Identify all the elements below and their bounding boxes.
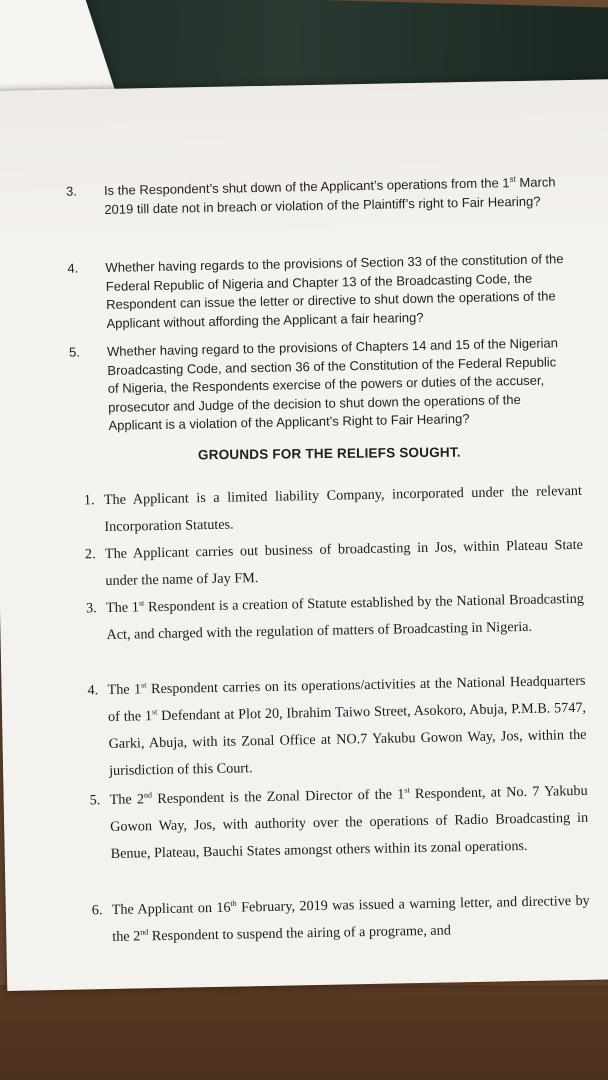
ground-text: The 1st Respondent carries on its operations/activities at the National Headquarters of the 1st Defendant at Plot 20, Ibrahim Taiwo Street, Asokoro, Abuja, P.M.B. 5747, Garki, Abuja, with its Zonal Office at NO.7 Yakubu Gowon Way, Jos, within the jurisdiction of this Court. (107, 672, 587, 779)
ground-number: 3. (85, 600, 97, 617)
ground-number: 2. (84, 546, 96, 563)
question-text: Is the Respondent’s shut down of the Applicant’s operations from the 1st March 2019 till date not in breach or violation of the Plaintiff’s right to Fair Hearing? (103, 174, 556, 217)
question-number: 5. (68, 344, 81, 360)
ground-number: 4. (87, 682, 99, 699)
question-text: Whether having regards to the provisions of Section 33 of the constitution of the Federal Republic of Nigeria and Chapter 13 of the Broadcasting Code, the Respondent can issue the letter or directive to shut down the operations of the Applicant without affording the Applicant a fair hearing? (105, 251, 564, 331)
ground-text: The Applicant is a limited liability Company, incorporated under the relevant Incorporation Statutes. (103, 482, 582, 536)
question-number: 4. (67, 260, 79, 276)
ground-number: 6. (91, 902, 103, 919)
document-page (0, 79, 608, 991)
question-number: 3. (65, 183, 77, 199)
question-text: Whether having regard to the provisions of Chapters 14 and 15 of the Nigerian Broadcasting Code, and section 36 of the Constitution of the Federal Republic of Nigeria, the Respondents exercise of the powers or duties of the accuser, prosecutor and Judge of the decision to shut down the operations of the Applicant is a violation of the Applicant’s Right to Fair Hearing? (106, 335, 559, 433)
grounds-heading: GROUNDS FOR THE RELIEFS SOUGHT. (197, 444, 461, 463)
ground-number: 1. (83, 492, 95, 509)
ground-text: The 1st Respondent is a creation of Statute established by the National Broadcasting Act, and charged with the regulation of matters of Broadcasting in Nigeria. (105, 590, 585, 644)
ground-text: The Applicant carries out business of broadcasting in Jos, within Plateau State under the name of Jay FM. (104, 536, 584, 590)
ground-text: The 2nd Respondent is the Zonal Director of the 1st Respondent, at No. 7 Yakubu Gowon Way, Jos, with authority over the operations of Radio Broadcasting in Benue, Plateau, Bauchi States amongst others within its zonal operations. (109, 782, 589, 862)
ground-number: 5. (89, 792, 101, 809)
ground-text: The Applicant on 16th February, 2019 was issued a warning letter, and directive by the 2nd Respondent to suspend the airing of a programe, and (111, 892, 590, 945)
wooden-table-surface (0, 985, 608, 1080)
